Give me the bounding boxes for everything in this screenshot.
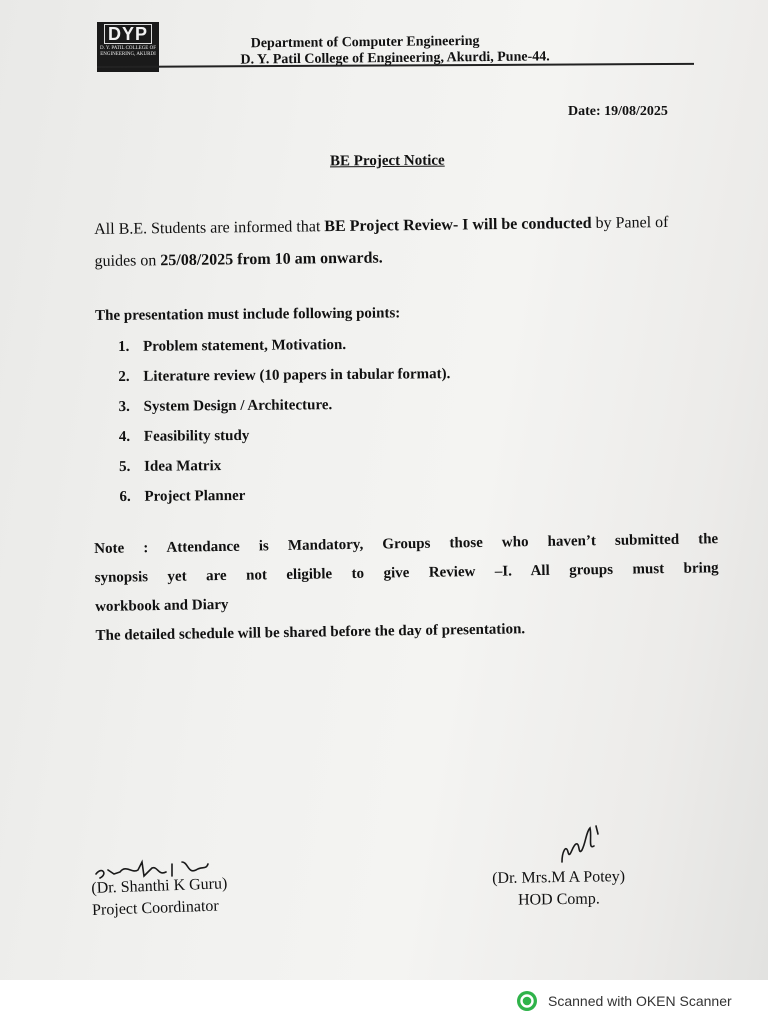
paragraph-bold-1: BE Project Review- I will be conducted <box>324 214 592 236</box>
item-text: Project Planner <box>144 487 246 505</box>
notice-title: BE Project Notice <box>329 152 445 170</box>
college-logo <box>97 22 159 72</box>
coordinator-name: (Dr. Shanthi K Guru) <box>91 875 228 897</box>
note-line-3: workbook and Diary <box>95 596 229 615</box>
note-line-1: Note : Attendance is Mandatory, Groups those who haven’t submitted the <box>94 531 719 557</box>
note-line-2: synopsis yet are not eligible to give Review –I. All groups must bring <box>94 560 719 586</box>
list-item <box>119 482 451 515</box>
notice-date: Date: 19/08/2025 <box>568 104 668 119</box>
logo-subtext: D. Y. PATIL COLLEGE OF ENGINEERING, AKURDI <box>99 46 157 57</box>
college-address: D. Y. Patil College of Engineering, Akurdi, Pune-44. <box>240 49 550 68</box>
item-text: Feasibility study <box>143 427 250 445</box>
item-number: 6. <box>119 488 131 505</box>
signatory-right <box>492 866 626 912</box>
attendance-note <box>94 525 720 651</box>
coordinator-role: Project Coordinator <box>91 897 219 919</box>
list-item <box>119 452 451 485</box>
oken-scanner-logo-icon <box>516 990 538 1012</box>
item-number: 1. <box>118 338 130 355</box>
hod-name: (Dr. Mrs.M A Potey) <box>492 868 626 887</box>
department-name: Department of Computer Engineering <box>250 33 480 52</box>
item-number: 4. <box>118 428 131 445</box>
item-text: System Design / Architecture. <box>143 397 333 415</box>
scanner-watermark <box>516 990 732 1012</box>
notice-paragraph <box>94 206 715 278</box>
item-number: 3. <box>118 398 130 415</box>
list-item <box>118 362 450 395</box>
list-item <box>119 422 451 455</box>
item-number: 2. <box>118 368 130 385</box>
signatory-left <box>91 873 228 922</box>
scanner-text: Scanned with OKEN Scanner <box>548 993 732 1009</box>
logo-mark: DYP <box>104 24 152 44</box>
paragraph-bold-2: 25/08/2025 from 10 am onwards. <box>160 249 383 270</box>
hod-signature <box>556 822 606 866</box>
list-item <box>119 392 451 425</box>
item-text: Problem statement, Motivation. <box>143 337 347 355</box>
letterhead-divider <box>97 63 694 68</box>
item-text: Literature review (10 papers in tabular format). <box>143 366 451 385</box>
points-intro: The presentation must include following points: <box>95 305 401 324</box>
note-line-4: The detailed schedule will be shared before the day of presentation. <box>95 621 526 644</box>
paragraph-text-1: All B.E. Students are informed that <box>94 218 325 238</box>
points-list <box>118 332 452 515</box>
paragraph-text-2: by Panel of guides on <box>94 213 669 270</box>
item-number: 5. <box>119 458 131 475</box>
item-text: Idea Matrix <box>144 458 222 475</box>
hod-role: HOD Comp. <box>517 890 600 909</box>
list-item <box>118 332 450 365</box>
